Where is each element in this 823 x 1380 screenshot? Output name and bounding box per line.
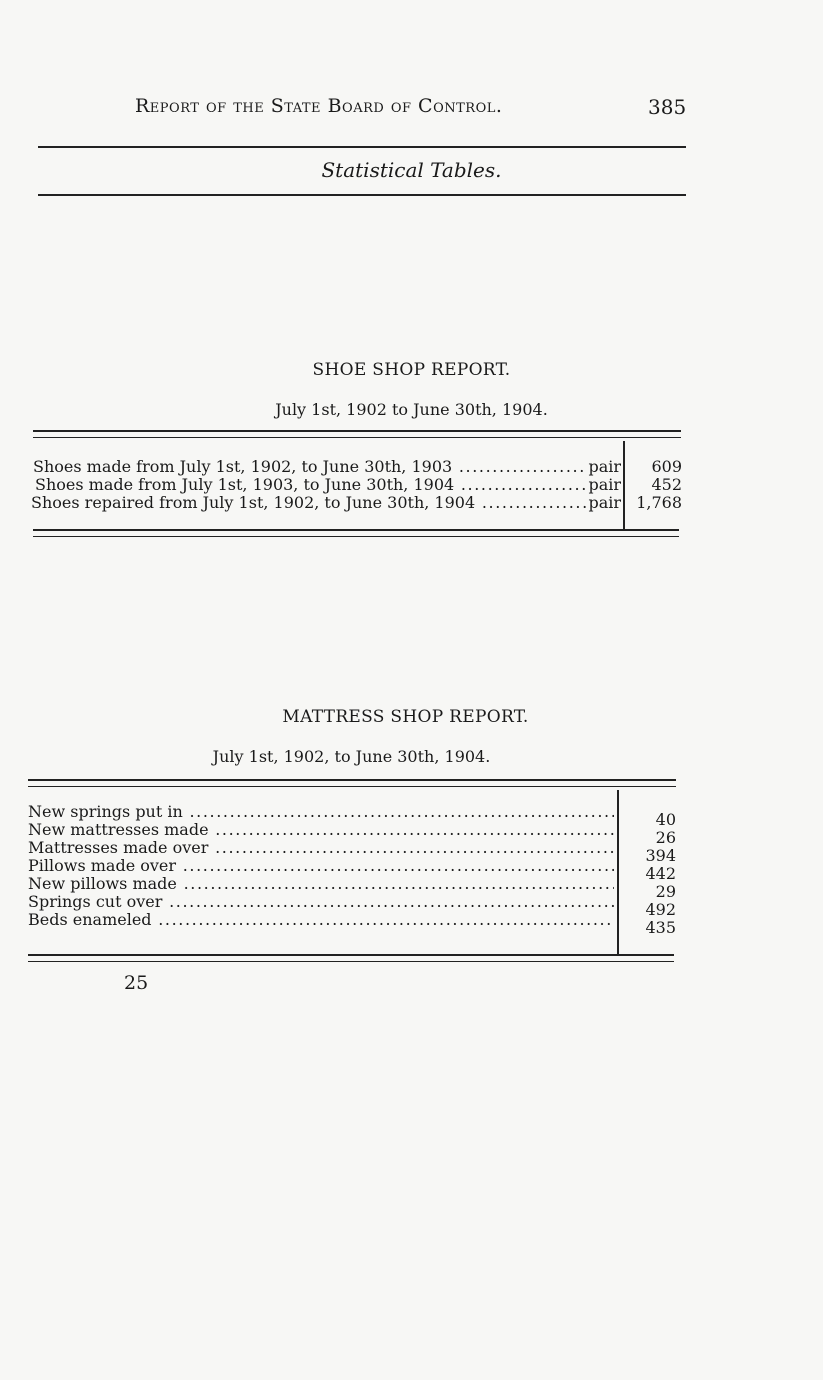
shoe-table-column-divider [623,441,625,531]
table-row [28,875,614,893]
mattress-shop-period: July 1st, 1902, to June 30th, 1904. [212,747,491,766]
row-value: 394 [645,846,676,865]
header-bottom-rule [38,194,686,196]
row-label: Springs cut over ..... [28,893,614,911]
row-unit: pair [588,458,621,476]
row-label: Shoes made from July 1st, 1903, to June 30th, 1904 ..... [35,476,621,494]
row-label: Mattresses made over ..... [28,839,614,857]
section-label: Statistical Tables. [321,158,502,182]
row-value: 40 [655,810,676,829]
table-row [28,839,614,857]
mattress-shop-title: MATTRESS SHOP REPORT. [282,707,529,727]
row-label: Pillows made over ..... [28,857,614,875]
row-unit: pair [588,476,621,494]
table-row [33,458,621,476]
signature-mark: 25 [124,972,149,994]
mattress-table-column-divider [617,790,619,956]
table-row [31,494,621,512]
row-label: Shoes repaired from July 1st, 1902, to June 30th, 1904 ..... [31,494,621,512]
table-row [28,893,614,911]
row-label: New springs put in ..... [28,803,614,821]
row-label: New pillows made ..... [28,875,614,893]
row-label: Beds enameled ..... [28,911,614,929]
row-value: 435 [645,918,676,937]
header-top-rule [38,146,686,148]
running-title: Report of the State Board of Control. [135,95,503,117]
shoe-shop-title: SHOE SHOP REPORT. [312,360,511,380]
row-value: 1,768 [636,493,682,512]
row-unit: pair [588,494,621,512]
table-row [28,857,614,875]
row-value: 26 [655,828,676,847]
row-value: 492 [645,900,676,919]
table-row [28,911,614,929]
mattress-table-bottom-rule [28,954,674,962]
row-label: New mattresses made ..... [28,821,614,839]
shoe-table-top-rule [33,430,681,438]
shoe-shop-period: July 1st, 1902 to June 30th, 1904. [275,400,548,419]
shoe-table-bottom-rule [33,529,679,537]
mattress-table-top-rule [28,779,676,787]
row-value: 452 [651,475,682,494]
page-number: 385 [648,95,687,119]
row-value: 442 [645,864,676,883]
table-row [35,476,621,494]
table-row [28,821,614,839]
row-value: 609 [651,457,682,476]
row-value: 29 [655,882,676,901]
row-label: Shoes made from July 1st, 1902, to June 30th, 1903 ..... [33,458,621,476]
table-row [28,803,614,821]
